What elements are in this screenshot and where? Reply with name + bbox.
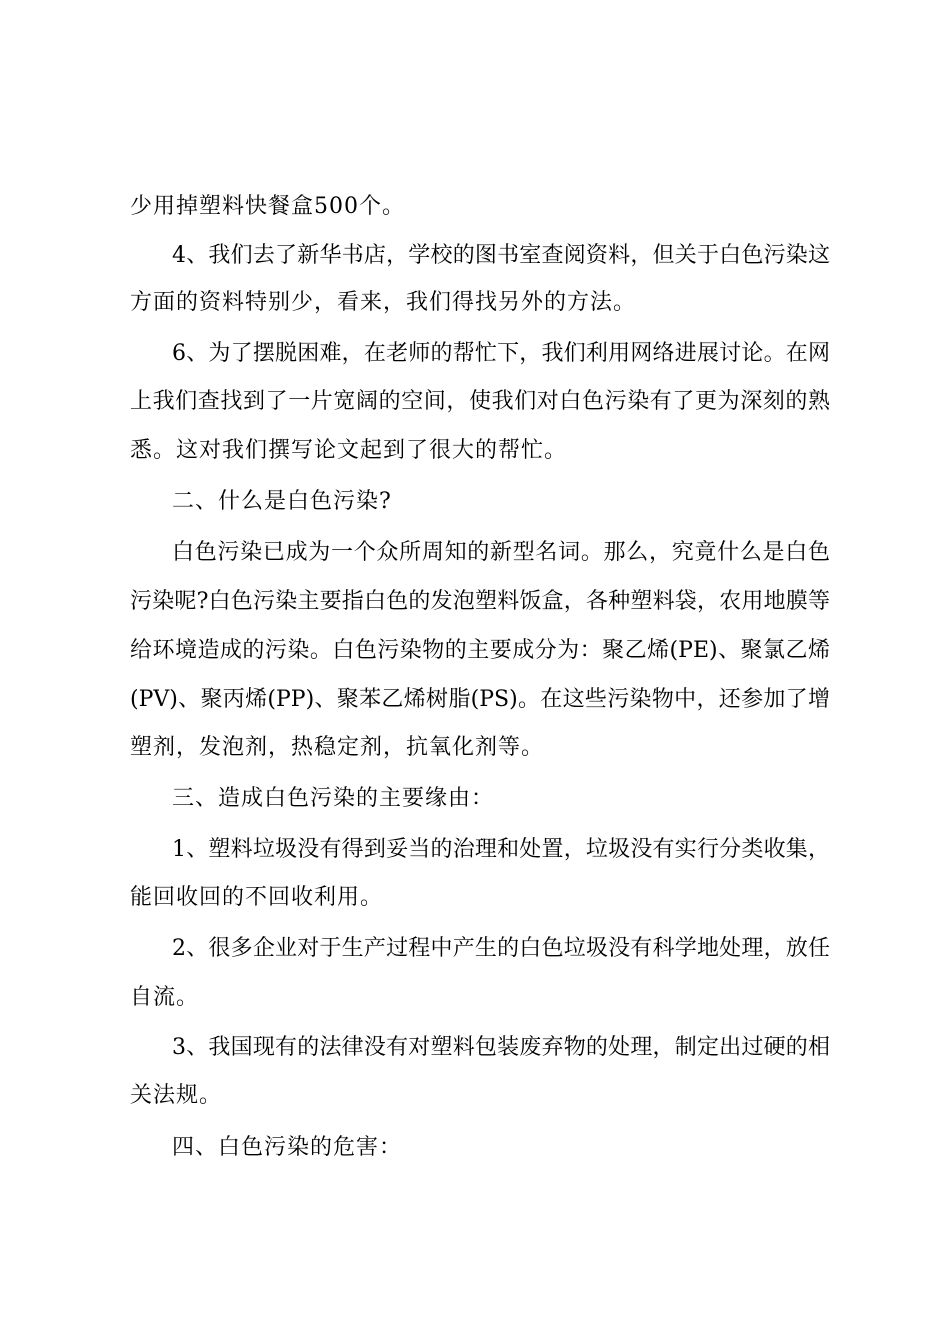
paragraph-line: (PV)、聚丙烯(PP)、聚苯乙烯树脂(PS)。在这些污染物中，还参加了增 [130,687,830,712]
paragraph-line: 塑剂，发泡剂，热稳定剂，抗氧化剂等。 [130,735,545,760]
paragraph-line: 3、我国现有的法律没有对塑料包装废弃物的处理，制定出过硬的相 [172,1035,830,1060]
paragraph-line: 少用掉塑料快餐盒500个。 [130,194,405,219]
paragraph-line: 1、塑料垃圾没有得到妥当的治理和处置，垃圾没有实行分类收集， [172,837,830,862]
section-heading: 二、什么是白色污染? [172,489,392,514]
paragraph-line: 污染呢?白色污染主要指白色的发泡塑料饭盒，各种塑料袋，农用地膜等 [130,589,830,614]
paragraph-line: 方面的资料特别少，看来，我们得找另外的方法。 [130,290,637,315]
paragraph-line: 上我们查找到了一片宽阔的空间，使我们对白色污染有了更为深刻的熟 [130,389,830,414]
section-heading: 四、白色污染的危害： [172,1135,403,1160]
paragraph-line: 能回收回的不回收利用。 [130,885,384,910]
paragraph-line: 白色污染已成为一个众所周知的新型名词。那么，究竟什么是白色 [172,540,830,565]
paragraph-line: 自流。 [130,985,200,1010]
paragraph-line: 给环境造成的污染。白色污染物的主要成分为：聚乙烯(PE)、聚氯乙烯 [130,638,830,663]
paragraph-line: 关法规。 [130,1083,223,1108]
section-heading: 三、造成白色污染的主要缘由： [172,786,495,811]
paragraph-line: 悉。这对我们撰写论文起到了很大的帮忙。 [130,438,568,463]
paragraph-line: 6、为了摆脱困难，在老师的帮忙下，我们利用网络进展讨论。在网 [172,341,830,366]
paragraph-line: 4、我们去了新华书店，学校的图书室查阅资料，但关于白色污染这 [172,243,830,268]
paragraph-line: 2、很多企业对于生产过程中产生的白色垃圾没有科学地处理，放任 [172,936,830,961]
